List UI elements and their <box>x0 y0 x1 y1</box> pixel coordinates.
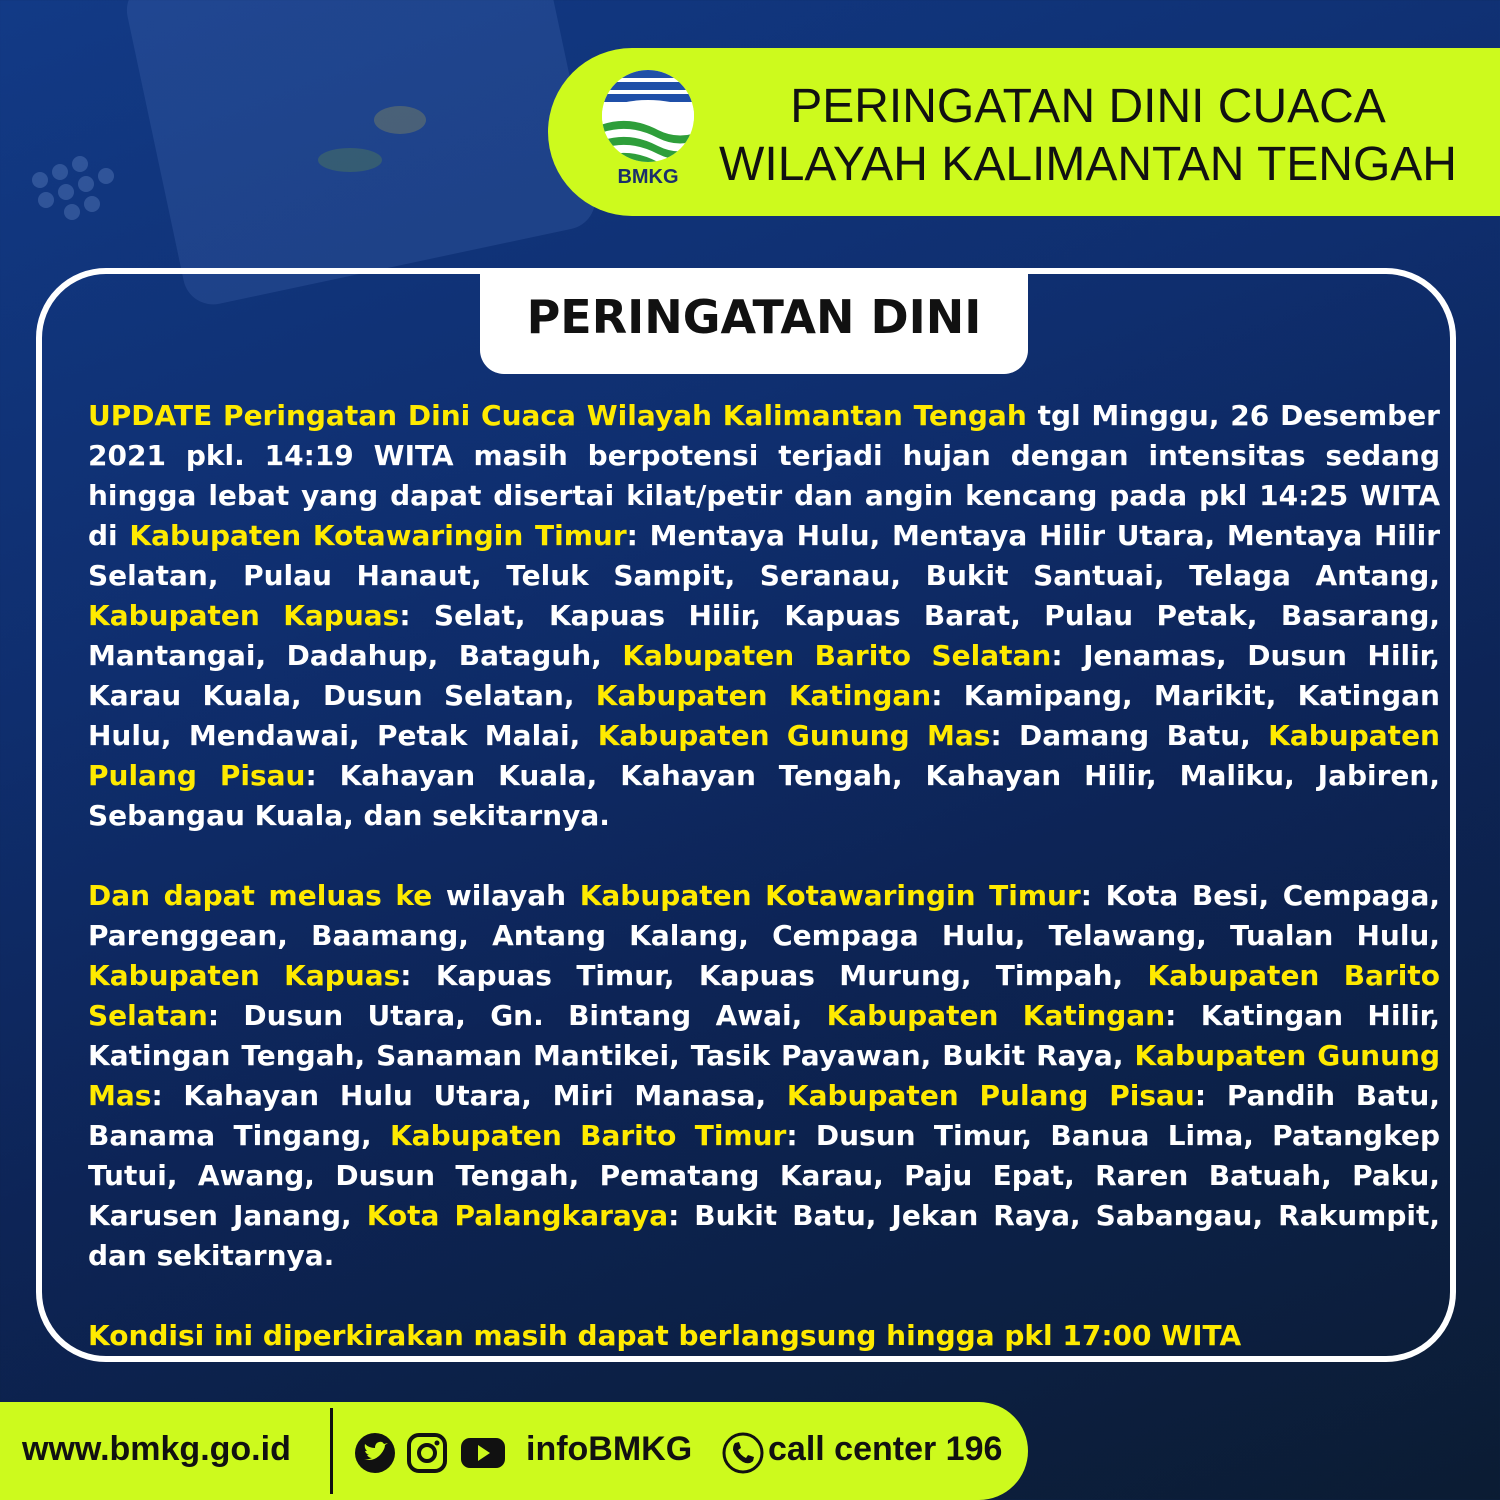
twitter-icon[interactable] <box>354 1432 396 1474</box>
call-center[interactable]: call center 196 <box>768 1430 1003 1468</box>
body-text: : Kamipang, Marikit, Katingan Hulu, Mendawai, Petak Malai, <box>88 679 1440 752</box>
warning-paragraph-3 <box>88 1316 1440 1356</box>
body-text: : Katingan Hilir, Katingan Tengah, Sanaman Mantikei, Tasik Payawan, Bukit Raya, <box>88 999 1440 1072</box>
highlight-text: Kabupaten Kotawaringin Timur <box>129 519 627 552</box>
highlight-text: Kabupaten Pulang Pisau <box>786 1079 1195 1112</box>
highlight-text: Kabupaten Barito Timur <box>389 1119 787 1152</box>
body-text: : Kahayan Hulu Utara, Miri Manasa, <box>151 1079 787 1112</box>
highlight-text: Kabupaten Kapuas <box>88 959 401 992</box>
header-title-line1: PERINGATAN DINI CUACA <box>790 80 1386 133</box>
header-banner <box>548 48 1500 216</box>
social-handle[interactable]: infoBMKG <box>526 1430 693 1468</box>
warning-content <box>88 396 1440 1396</box>
body-text: : Pandih Batu, Banama Tingang, <box>88 1079 1440 1152</box>
highlight-text: Kabupaten Katingan <box>826 999 1166 1032</box>
body-text: : Mentaya Hulu, Mentaya Hilir Utara, Mentaya Hilir Selatan, Pulau Hanaut, Teluk Sampit, Seranau, Bukit Santuai, Telaga Antang, <box>88 519 1441 592</box>
highlight-text: Kabupaten Barito Selatan <box>622 639 1052 672</box>
highlight-text: Kabupaten Kapuas <box>88 599 400 632</box>
body-text: : Jenamas, Dusun Hilir, Karau Kuala, Dusun Selatan, <box>88 639 1440 712</box>
highlight-text: Kabupaten Gunung Mas <box>88 1039 1440 1112</box>
footer-bar <box>0 1402 1028 1500</box>
website-link[interactable]: www.bmkg.go.id <box>22 1430 291 1468</box>
highlight-text: Kabupaten Gunung Mas <box>597 719 991 752</box>
highlight-text: UPDATE Peringatan Dini Cuaca Wilayah Kalimantan Tengah <box>88 399 1027 432</box>
highlight-text: Kondisi ini diperkirakan masih dapat berlangsung hingga pkl 17:00 WITA <box>88 1319 1242 1352</box>
logo-text: BMKG <box>617 166 679 188</box>
body-text: : Kapuas Timur, Kapuas Murung, Timpah, <box>400 959 1148 992</box>
body-text: wilayah <box>432 879 580 912</box>
instagram-icon[interactable] <box>406 1432 448 1474</box>
bmkg-logo-icon <box>598 70 698 166</box>
body-text: : Kahayan Kuala, Kahayan Tengah, Kahayan Hilir, Maliku, Jabiren, Sebangau Kuala, dan sekitarnya. <box>88 759 1440 832</box>
youtube-icon[interactable] <box>460 1432 506 1474</box>
body-text: : Bukit Batu, Jekan Raya, Sabangau, Rakumpit, dan sekitarnya. <box>88 1199 1440 1272</box>
body-text: : Kota Besi, Cempaga, Parenggean, Baamang, Antang Kalang, Cempaga Hulu, Telawang, Tualan Hulu, <box>88 879 1440 952</box>
bmkg-logo <box>598 70 698 194</box>
highlight-text: Kota Palangkaraya <box>366 1199 669 1232</box>
header-title-line2: WILAYAH KALIMANTAN TENGAH <box>719 138 1457 191</box>
highlight-text: Kabupaten Kotawaringin Timur <box>579 879 1081 912</box>
header-title <box>718 78 1458 194</box>
body-text: : Damang Batu, <box>990 719 1269 752</box>
highlight-text: Dan dapat meluas ke <box>88 879 433 912</box>
body-text: : Dusun Utara, Gn. Bintang Awai, <box>207 999 827 1032</box>
phone-icon <box>722 1432 764 1474</box>
warning-paragraph-1 <box>88 396 1440 836</box>
card-tab-label: PERINGATAN DINI <box>526 290 982 344</box>
highlight-text: Kabupaten Pulang Pisau <box>88 719 1440 792</box>
body-text: : Selat, Kapuas Hilir, Kapuas Barat, Pulau Petak, Basarang, Mantangai, Dadahup, Bataguh, <box>88 599 1440 672</box>
body-text: tgl Minggu, 26 Desember 2021 pkl. 14:19 WITA masih berpotensi terjadi hujan dengan intensitas sedang hingga lebat yang dapat disertai kilat/petir dan angin kencang pada pkl 14:25 WITA di <box>88 399 1440 552</box>
warning-paragraph-2 <box>88 876 1440 1276</box>
highlight-text: Kabupaten Barito Selatan <box>88 959 1440 1032</box>
highlight-text: Kabupaten Katingan <box>595 679 932 712</box>
card-tab <box>480 270 1028 374</box>
body-text: : Dusun Timur, Banua Lima, Patangkep Tutui, Awang, Dusun Tengah, Pematang Karau, Paju Epat, Raren Batuah, Paku, Karusen Janang, <box>88 1119 1441 1232</box>
footer-divider <box>330 1408 333 1494</box>
